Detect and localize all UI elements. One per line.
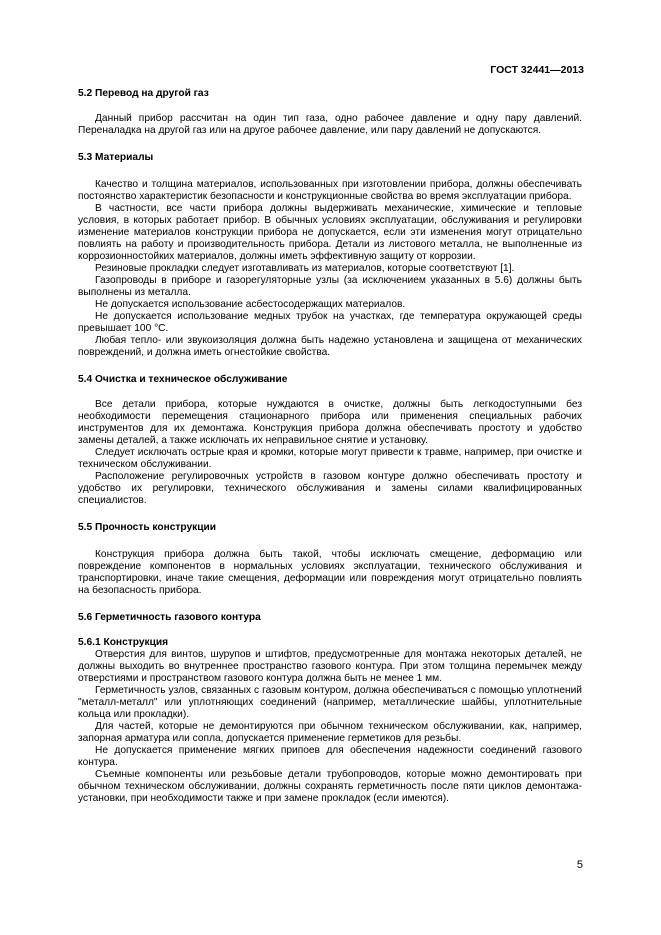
page-number: 5 <box>576 859 583 871</box>
paragraph: Для частей, которые не демонтируются при обычном техническом обслуживании, как, например, запорная арматура или сопла, допускается применение герметиков для резьбы. <box>78 721 582 744</box>
paragraph: Резиновые прокладки следует изготавливать из материалов, которые соответствуют [1]. <box>95 263 515 274</box>
section-title: 5.2 Перевод на другой газ <box>78 88 209 99</box>
section-5-3 <box>78 152 582 359</box>
paragraph: Конструкция прибора должна быть такой, чтобы исключать смещение, деформацию или повреждение компонентов в нормальных условиях эксплуатации, технического обслуживания и транспортировки, иначе такие смещения, деформации или повреждения могут отрицательно повлиять на безопасность прибора. <box>78 549 582 596</box>
paragraph: Газопроводы в приборе и газорегуляторные узлы (за исключением указанных в 5.6) должны быть выполнены из металла. <box>78 275 582 298</box>
section-title: 5.3 Материалы <box>78 152 154 163</box>
paragraph: Герметичность узлов, связанных с газовым контуром, должна обеспечиваться с помощью уплотнений "металл-металл" или уплотняющих соединений (например, металлические шайбы, уплотнительные кольца или прокладки). <box>78 685 582 720</box>
paragraph: Не допускается использование медных трубок на участках, где температура окружающей среды превышает 100 °С. <box>78 311 582 334</box>
paragraph: Любая тепло- или звукоизоляция должна быть надежно установлена и защищена от механических повреждений, и должна иметь огнестойкие свойства. <box>78 335 582 358</box>
paragraph: Расположение регулировочных устройств в газовом контуре должно обеспечивать простоту и удобство их регулировки, технического обслуживания и замены силами квалифицированных специалистов. <box>78 471 582 506</box>
paragraph: Съемные компоненты или резьбовые детали трубопроводов, которые можно демонтировать при обычном техническом обслуживании, должны сохранять герметичность после пяти циклов демонтажа-установки, при необходимости также и при замене прокладок (если имеются). <box>78 769 582 804</box>
section-5-5 <box>78 522 582 597</box>
subsection-title: 5.6.1 Конструкция <box>78 637 169 648</box>
section-title: 5.6 Герметичность газового контура <box>78 612 261 623</box>
paragraph: Отверстия для винтов, шурупов и штифтов, предусмотренные для монтажа некоторых деталей, не должны выходить во внутреннее пространство газового контура. При этом толщина перемычек между отверстиями и пространством газового контура должна быть не менее 1 мм. <box>78 649 582 684</box>
paragraph: Все детали прибора, которые нуждаются в очистке, должны быть легкодоступными без необходимости перемещения стационарного прибора или применения специальных рабочих инструментов для их демонтажа. Конструкция прибора должна обеспечивать простоту и удобство замены деталей, а также исключать их неправильное снятие и установку. <box>78 399 582 446</box>
section-title: 5.5 Прочность конструкции <box>78 522 217 533</box>
paragraph: Данный прибор рассчитан на один тип газа, одно рабочее давление и одну пару давлений. Переналадка на другой газ или на другое рабочее давление, или пару давлений не допускаются. <box>78 113 582 136</box>
paragraph: Следует исключать острые края и кромки, которые могут привести к травме, например, при очистке и техническом обслуживании. <box>78 447 582 470</box>
section-5-2 <box>78 88 582 137</box>
paragraph: Качество и толщина материалов, использованных при изготовлении прибора, должны обеспечивать постоянство характеристик безопасности и конструкционные свойства во время эксплуатации прибора. <box>78 179 582 202</box>
paragraph: Не допускается применение мягких припоев для обеспечения надежности соединений газового контура. <box>78 745 582 768</box>
section-5-4 <box>78 374 582 507</box>
paragraph: В частности, все части прибора должны выдерживать механические, химические и тепловые условия, в которых работает прибор. В обычных условиях эксплуатации, обслуживания и регулировки изменение материалов конструкции прибора не допускается, если эти изменения могут отрицательно повлиять на работу и производительность прибора. Детали из листового металла, не выполненные из коррозионностойких материалов, должны иметь эффективную защиту от коррозии. <box>78 203 582 262</box>
document-code: ГОСТ 32441—2013 <box>490 64 584 76</box>
section-title: 5.4 Очистка и техническое обслуживание <box>78 374 288 385</box>
section-5-6 <box>78 612 582 805</box>
page-content <box>78 88 582 819</box>
paragraph: Не допускается использование асбестосодержащих материалов. <box>95 299 406 310</box>
